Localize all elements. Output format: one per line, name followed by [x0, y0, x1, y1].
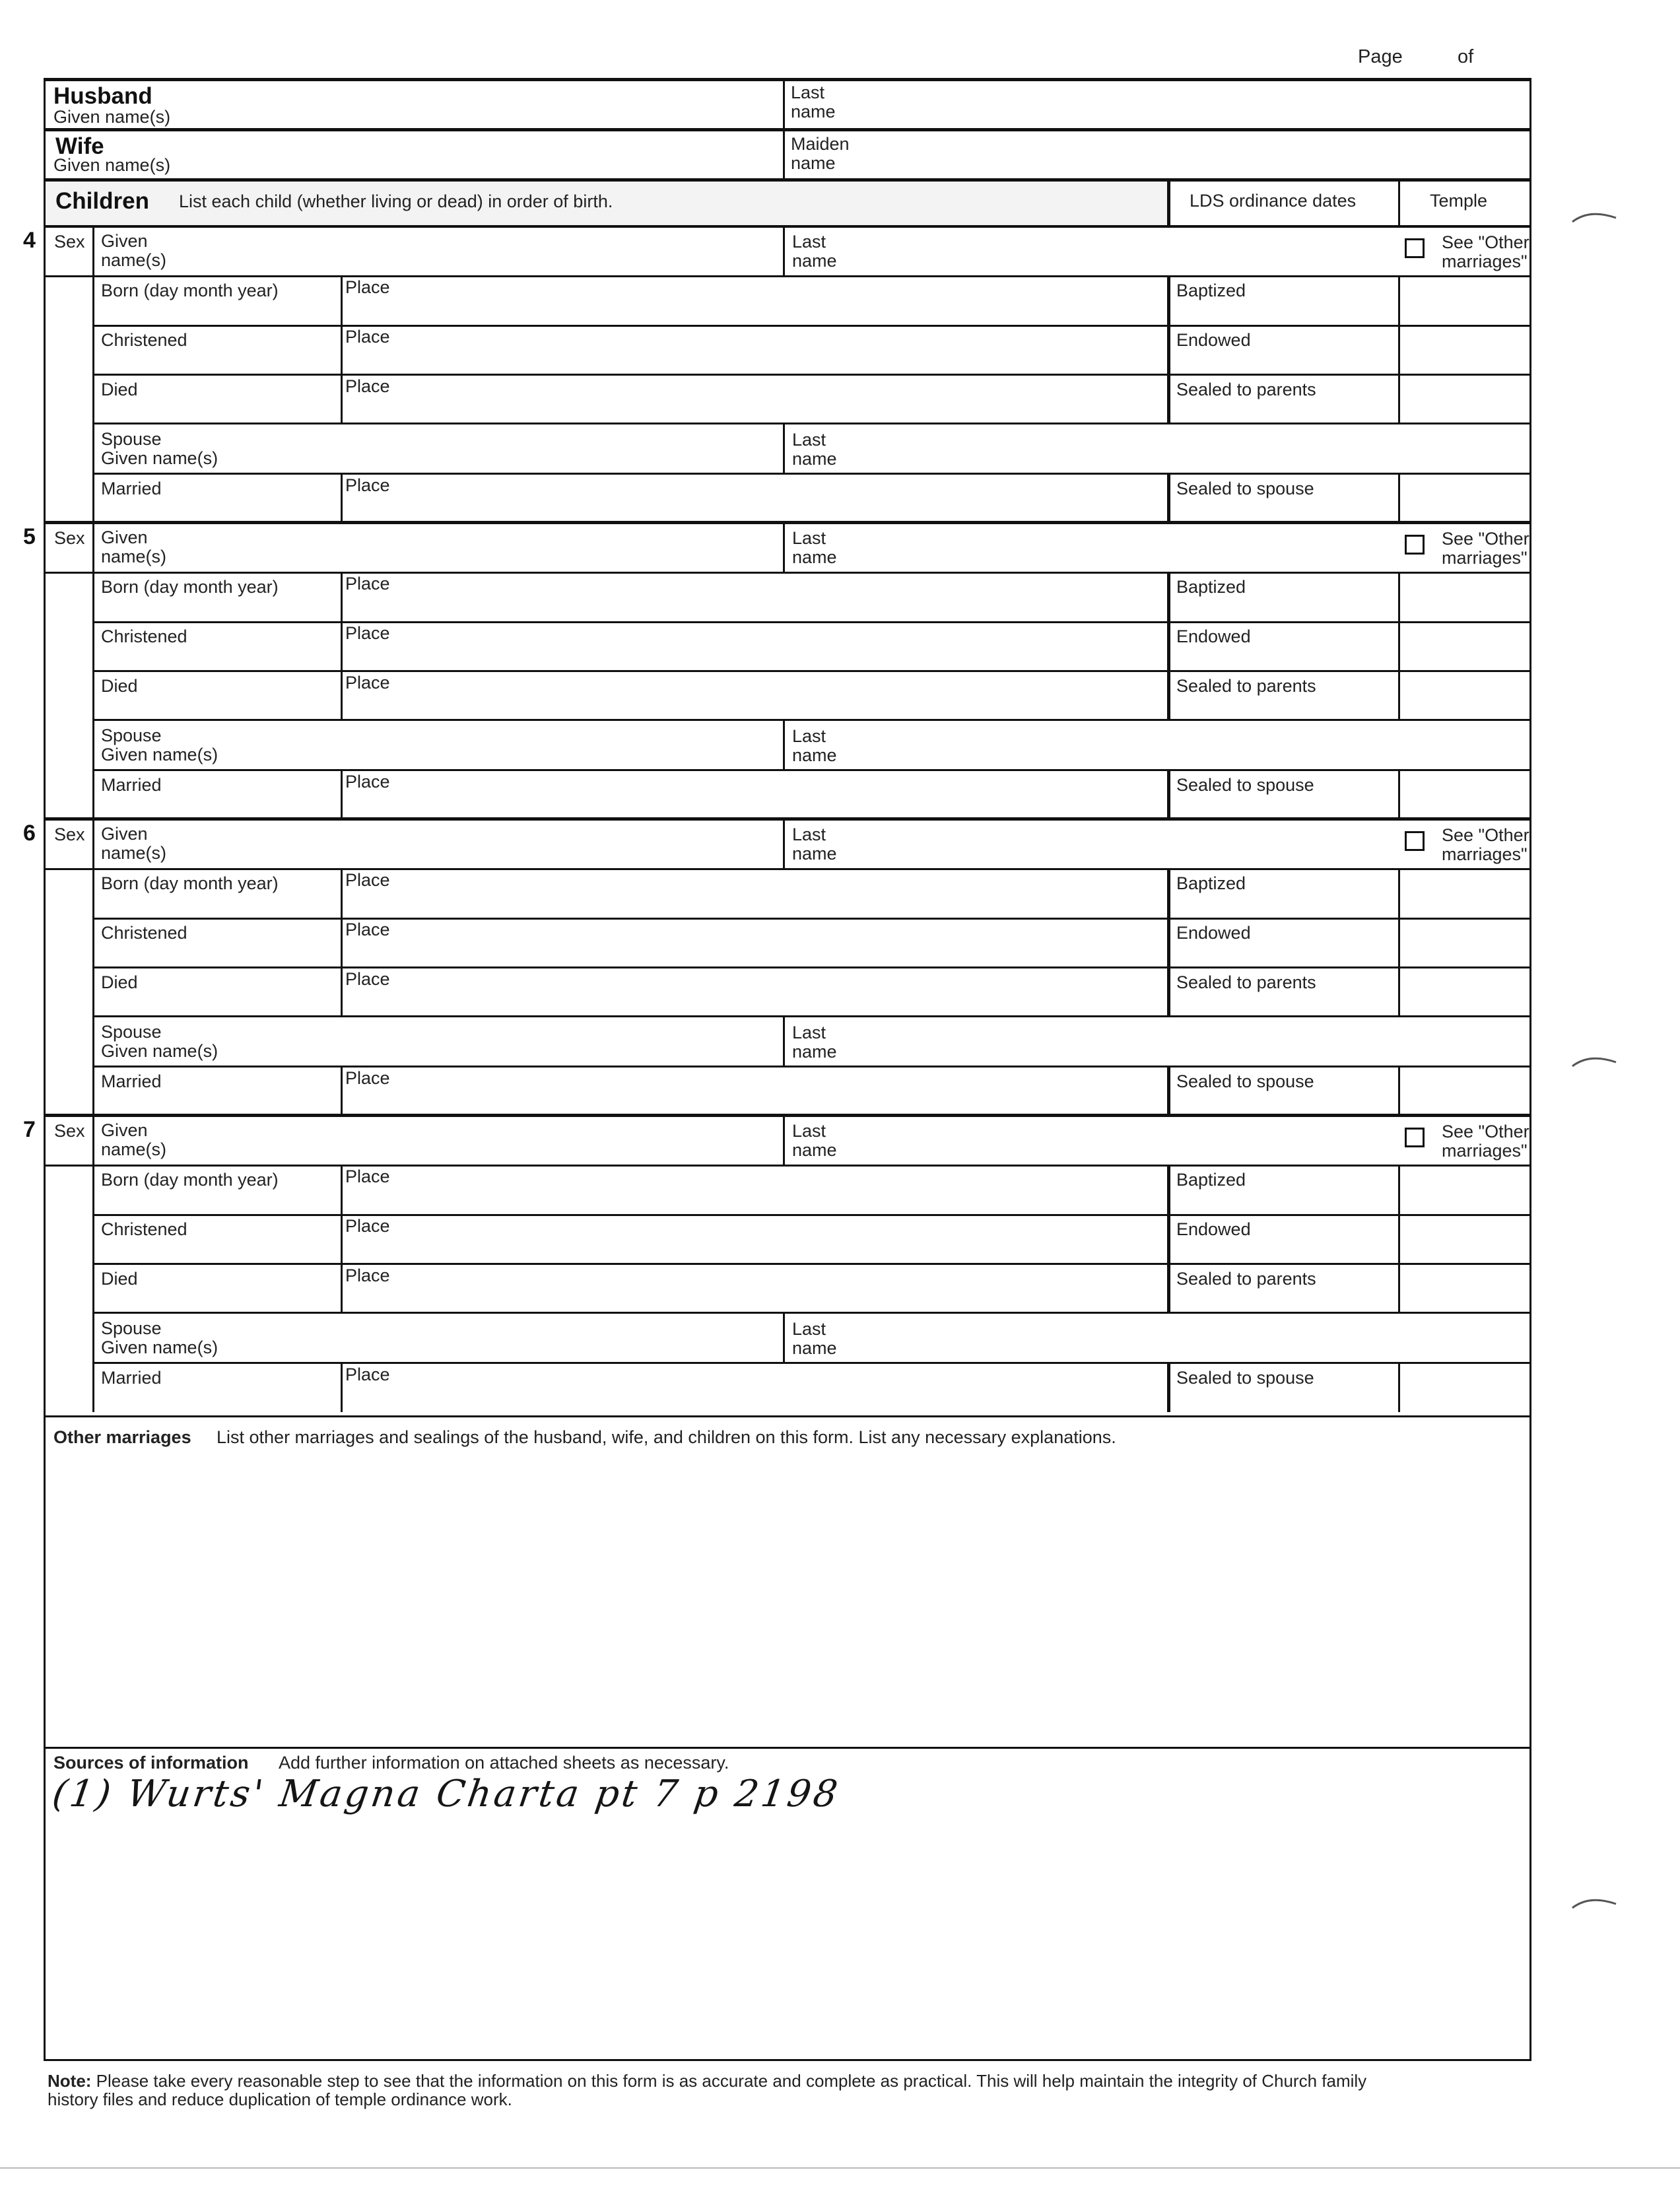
sealed-to-spouse-label: Sealed to spouse	[1176, 1071, 1314, 1091]
see-other-marriages-line1: See "Other	[1442, 825, 1529, 845]
born-place-label: Place	[345, 574, 390, 593]
place-column-rule	[341, 770, 343, 819]
sealed-to-parents-label: Sealed to parents	[1176, 972, 1316, 992]
sex-label: Sex	[54, 528, 85, 548]
last-label-line2: name	[792, 844, 837, 863]
spouse-last-divider	[783, 423, 785, 473]
spouse-label-line2: Given name(s)	[101, 1041, 218, 1061]
husband-last-label-line1: Last	[791, 83, 825, 102]
children-header-bottom-rule	[44, 225, 1531, 228]
temple-column-rule	[1398, 868, 1400, 1017]
note-label: Note:	[48, 2071, 92, 2091]
married-place-label: Place	[345, 475, 390, 495]
temple-column-rule	[1398, 1165, 1400, 1313]
sources-title: Sources of information	[53, 1753, 249, 1773]
sealed-to-spouse-label: Sealed to spouse	[1176, 1368, 1314, 1388]
lds-ordinance-dates-label: LDS ordinance dates	[1190, 191, 1357, 211]
baptized-label: Baptized	[1176, 281, 1246, 300]
row-rule	[92, 423, 1531, 424]
husband-title: Husband	[53, 83, 152, 109]
christened-place-label: Place	[345, 327, 390, 347]
child-number: 7	[23, 1117, 36, 1142]
last-name-divider	[783, 1116, 785, 1166]
ordinance-column-rule	[1167, 572, 1170, 720]
sex-label: Sex	[54, 232, 85, 252]
married-place-label: Place	[345, 772, 390, 792]
row-rule	[92, 1362, 1531, 1364]
born-place-label: Place	[345, 870, 390, 890]
born-label: Born (day month year)	[101, 577, 279, 597]
ordinance-column-rule	[1167, 770, 1170, 819]
spouse-last-divider	[783, 720, 785, 770]
note-text-1: Please take every reasonable step to see that the information on this form is as accurate and complete as practical. This will help maintain the integrity of Church family	[96, 2071, 1367, 2091]
see-other-marriages-line1: See "Other	[1442, 232, 1529, 252]
married-place-label: Place	[345, 1365, 390, 1384]
child-block-bottom-rule	[44, 817, 1531, 821]
christened-label: Christened	[101, 626, 187, 646]
page-bottom-rule	[0, 2167, 1680, 2169]
ordinance-column-rule	[1167, 1363, 1170, 1412]
endowed-label: Endowed	[1176, 626, 1251, 646]
row-rule	[44, 275, 1531, 277]
sources-instruction: Add further information on attached sheets as necessary.	[279, 1753, 729, 1773]
other-marriages-bottom-rule	[44, 1747, 1531, 1749]
wife-maiden-label-line1: Maiden	[791, 134, 850, 154]
place-column-rule	[341, 1363, 343, 1412]
row-rule	[92, 1263, 1531, 1265]
given-label-line2: name(s)	[101, 843, 167, 863]
born-place-label: Place	[345, 277, 390, 297]
given-label-line2: name(s)	[101, 547, 167, 566]
spouse-label-line1: Spouse	[101, 1022, 162, 1042]
christened-place-label: Place	[345, 1216, 390, 1236]
died-place-label: Place	[345, 376, 390, 396]
last-label-line1: Last	[792, 528, 826, 548]
spouse-last-label-line2: name	[792, 1338, 837, 1358]
see-other-marriages-line2: marriages"	[1442, 548, 1528, 568]
see-other-marriages-line1: See "Other	[1442, 529, 1529, 549]
other-marriages-title: Other marriages	[53, 1427, 191, 1447]
died-place-label: Place	[345, 1266, 390, 1285]
place-column-rule	[341, 1165, 343, 1313]
row-rule	[92, 374, 1531, 376]
died-place-label: Place	[345, 969, 390, 989]
see-other-marriages-checkbox[interactable]	[1405, 535, 1425, 555]
see-other-marriages-line1: See "Other	[1442, 1122, 1529, 1141]
spouse-last-label-line2: name	[792, 1042, 837, 1062]
see-other-marriages-checkbox[interactable]	[1405, 1128, 1425, 1147]
other-marriages-instruction: List other marriages and sealings of the husband, wife, and children on this form. List any necessary explanations.	[217, 1427, 1116, 1447]
married-place-label: Place	[345, 1068, 390, 1088]
row-rule	[92, 1066, 1531, 1067]
ordinance-column-rule	[1167, 1066, 1170, 1116]
temple-column-rule	[1398, 770, 1400, 819]
row-rule	[44, 1165, 1531, 1167]
row-rule	[92, 1312, 1531, 1314]
spouse-last-label-line2: name	[792, 449, 837, 469]
sealed-to-parents-label: Sealed to parents	[1176, 380, 1316, 399]
child-number: 5	[23, 524, 36, 549]
sealed-to-parents-label: Sealed to parents	[1176, 1269, 1316, 1289]
last-label-line1: Last	[792, 825, 826, 844]
spouse-last-label-line1: Last	[792, 1319, 826, 1339]
husband-given-label: Given name(s)	[53, 107, 171, 127]
sex-label: Sex	[54, 1121, 85, 1141]
row-rule	[92, 621, 1531, 623]
endowed-label: Endowed	[1176, 330, 1251, 350]
christened-label: Christened	[101, 1219, 187, 1239]
married-label: Married	[101, 479, 162, 498]
place-column-rule	[341, 473, 343, 523]
row-rule	[92, 719, 1531, 721]
page-of-label: of	[1458, 46, 1474, 67]
row-rule	[92, 966, 1531, 968]
given-label-line2: name(s)	[101, 250, 167, 270]
children-instruction: List each child (whether living or dead) in order of birth.	[179, 191, 613, 211]
punch-mark-icon	[1570, 1046, 1623, 1073]
spouse-label-line2: Given name(s)	[101, 745, 218, 764]
sex-label: Sex	[54, 825, 85, 844]
temple-column-rule	[1398, 1066, 1400, 1116]
wife-maiden-label-line2: name	[791, 153, 836, 173]
died-label: Died	[101, 972, 138, 992]
spouse-last-label-line1: Last	[792, 726, 826, 746]
temple-label: Temple	[1430, 191, 1488, 211]
sealed-to-parents-label: Sealed to parents	[1176, 676, 1316, 696]
temple-column-rule	[1398, 1363, 1400, 1412]
last-label-line1: Last	[792, 1121, 826, 1141]
row-rule	[92, 670, 1531, 672]
spouse-last-divider	[783, 1312, 785, 1363]
christened-place-label: Place	[345, 623, 390, 643]
died-label: Died	[101, 676, 138, 696]
wife-divider	[783, 130, 785, 180]
see-other-marriages-line2: marriages"	[1442, 252, 1528, 271]
last-label-line2: name	[792, 251, 837, 271]
child-block-bottom-rule	[44, 1415, 1531, 1417]
born-label: Born (day month year)	[101, 873, 279, 893]
see-other-marriages-checkbox[interactable]	[1405, 831, 1425, 851]
died-label: Died	[101, 380, 138, 399]
christened-label: Christened	[101, 330, 187, 350]
husband-last-label-line2: name	[791, 102, 836, 121]
temple-column-rule	[1398, 275, 1400, 424]
row-rule	[92, 918, 1531, 920]
husband-bottom-rule	[44, 128, 1531, 131]
given-label-line1: Given	[101, 824, 148, 844]
form-left-border	[44, 78, 46, 2061]
child-number: 4	[23, 228, 36, 253]
last-name-divider	[783, 819, 785, 869]
born-place-label: Place	[345, 1167, 390, 1186]
see-other-marriages-checkbox[interactable]	[1405, 238, 1425, 258]
born-label: Born (day month year)	[101, 281, 279, 300]
wife-title: Wife	[55, 133, 104, 159]
form-top-border	[44, 78, 1531, 81]
row-rule	[92, 769, 1531, 771]
spouse-label-line2: Given name(s)	[101, 1338, 218, 1357]
spouse-label-line1: Spouse	[101, 726, 162, 745]
spouse-last-label-line2: name	[792, 745, 837, 765]
child-block-bottom-rule	[44, 1114, 1531, 1117]
children-header-divider-lds	[1167, 180, 1170, 226]
endowed-label: Endowed	[1176, 1219, 1251, 1239]
note-line-2: history files and reduce duplication of temple ordinance work.	[48, 2089, 512, 2109]
baptized-label: Baptized	[1176, 1170, 1246, 1190]
row-rule	[92, 1214, 1531, 1216]
married-label: Married	[101, 1368, 162, 1388]
place-column-rule	[341, 1066, 343, 1116]
christened-label: Christened	[101, 923, 187, 943]
punch-mark-icon	[1570, 1888, 1623, 1914]
died-place-label: Place	[345, 673, 390, 693]
see-other-marriages-line2: marriages"	[1442, 1141, 1528, 1161]
child-number: 6	[23, 821, 36, 846]
christened-place-label: Place	[345, 920, 390, 939]
endowed-label: Endowed	[1176, 923, 1251, 943]
ordinance-column-rule	[1167, 868, 1170, 1017]
ordinance-column-rule	[1167, 275, 1170, 424]
spouse-last-label-line1: Last	[792, 1023, 826, 1042]
given-label-line2: name(s)	[101, 1139, 167, 1159]
married-label: Married	[101, 1071, 162, 1091]
sources-handwritten-entry: (1) Wurts' Magna Charta pt 7 p 2198	[50, 1773, 843, 1815]
ordinance-column-rule	[1167, 473, 1170, 523]
given-label-line1: Given	[101, 1120, 148, 1140]
last-label-line1: Last	[792, 232, 826, 252]
child-block-bottom-rule	[44, 521, 1531, 524]
note-line-1	[48, 2072, 1366, 2090]
row-rule	[92, 325, 1531, 327]
baptized-label: Baptized	[1176, 577, 1246, 597]
given-label-line1: Given	[101, 231, 148, 251]
form-bottom-border	[44, 2059, 1531, 2061]
children-title: Children	[55, 188, 149, 214]
ordinance-column-rule	[1167, 1165, 1170, 1313]
page-label: Page	[1358, 46, 1403, 67]
last-label-line2: name	[792, 1140, 837, 1160]
sealed-to-spouse-label: Sealed to spouse	[1176, 479, 1314, 498]
see-other-marriages-line2: marriages"	[1442, 844, 1528, 864]
punch-mark-icon	[1570, 202, 1623, 228]
spouse-label-line1: Spouse	[101, 429, 162, 449]
married-label: Married	[101, 775, 162, 795]
row-rule	[92, 1015, 1531, 1017]
baptized-label: Baptized	[1176, 873, 1246, 893]
born-label: Born (day month year)	[101, 1170, 279, 1190]
last-label-line2: name	[792, 547, 837, 567]
temple-column-rule	[1398, 473, 1400, 523]
spouse-label-line1: Spouse	[101, 1318, 162, 1338]
row-rule	[92, 473, 1531, 475]
row-rule	[44, 868, 1531, 870]
husband-divider	[783, 79, 785, 129]
sealed-to-spouse-label: Sealed to spouse	[1176, 775, 1314, 795]
place-column-rule	[341, 275, 343, 424]
wife-given-label: Given name(s)	[53, 155, 171, 175]
place-column-rule	[341, 572, 343, 720]
spouse-label-line2: Given name(s)	[101, 448, 218, 468]
last-name-divider	[783, 523, 785, 573]
spouse-last-divider	[783, 1016, 785, 1066]
row-rule	[44, 572, 1531, 574]
temple-column-rule	[1398, 572, 1400, 720]
died-label: Died	[101, 1269, 138, 1289]
last-name-divider	[783, 226, 785, 277]
children-header-divider-temple	[1398, 180, 1400, 226]
place-column-rule	[341, 868, 343, 1017]
given-label-line1: Given	[101, 527, 148, 547]
spouse-last-label-line1: Last	[792, 430, 826, 450]
